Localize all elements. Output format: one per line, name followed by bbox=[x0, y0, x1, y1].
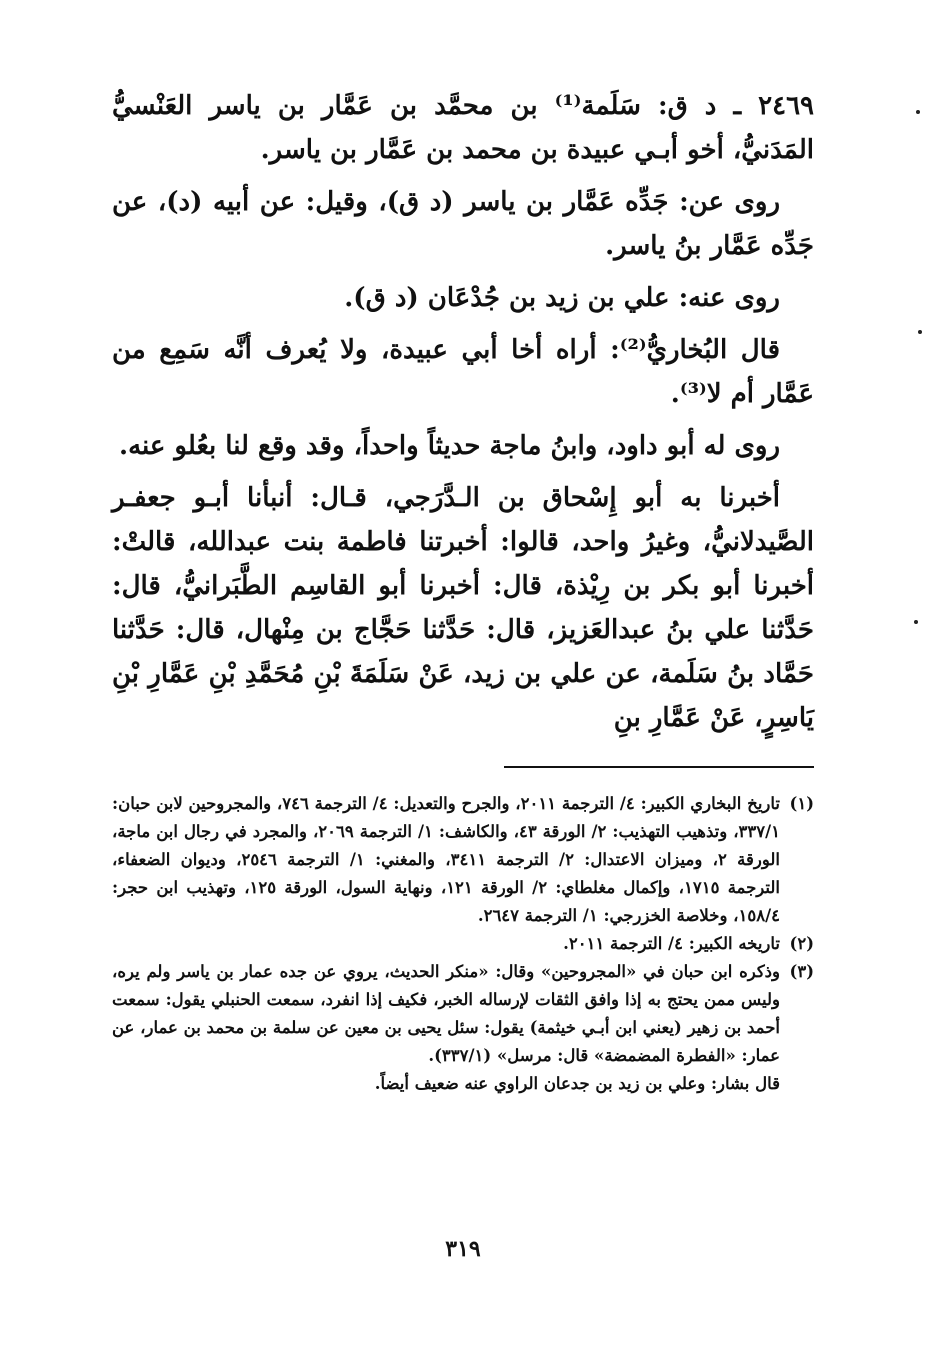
isnad-paragraph: أخبرنا به أبو إِسْحاق بن الـدَّرَجي، قـال: أنبأنا أبـو جعفـر الصَّيدلانيُّ، وغيرُ واحد، قالوا: أخبرتنا فاطمة بنت عبدالله، قالتْ: أخبرنا أبو بكر بن رِيْذة، قال: أخبرنا أبو القاسِم الطَّبَرانيُّ، قال: حَدَّثنا علي بنُ عبدالعَزيز، قال: حَدَّثنا حَجَّاج بن مِنْهال، قال: حَدَّثنا حَمَّاد بنُ سَلَمة، عن علي بن زيد، عَنْ سَلَمَةَ بْنِ مُحَمَّدِ بْنِ عَمَّارِ بْنِ يَاسِرٍ، عَنْ عَمَّارِ بنِ bbox=[112, 483, 815, 733]
rawa-anhu-text: علي بن زيد بن جُدْعَان (د ق). bbox=[344, 283, 670, 313]
entry-number: ٢٤٦٩ ـ د ق: bbox=[657, 91, 814, 121]
footnote-text: وذكره ابن حبان في «المجروحين» وقال: «منكر الحديث، يروي عن جده عمار بن ياسر ولم يره، وليس ممن يحتج به إذا وافق الثقات لإرساله الخبر، فكيف إذا انفرد، سمعت الحنبلي يقول: سمعت أحمد بن زهير (يعني ابن أبـي خيثمة) يقول: سئل يحيى بن معين عن سلمة بن محمد بن عمار، عن عمار: «الفطرة المضمضة» قال: مرسل» (٣٣٧/١). bbox=[112, 962, 780, 1065]
footnote-editor-note: قال بشار: وعلي بن زيد بن جدعان الراوي عنه ضعيف أيضاً. bbox=[374, 1074, 780, 1093]
main-text bbox=[112, 84, 814, 740]
rawa-an-label: روى عن: bbox=[679, 187, 780, 217]
riwaya-paragraph: روى له أبو داود، وابنُ ماجة حديثاً واحداً، وقد وقع لنا بعُلو عنه. bbox=[119, 431, 780, 461]
rawa-an-text: جَدِّه عَمَّار بن ياسر (د ق)، وقيل: عن أبيه (د)، عن جَدِّه عَمَّار بنُ ياسر. bbox=[112, 187, 814, 261]
footnotes bbox=[112, 790, 814, 1098]
rawa-an-paragraph bbox=[112, 180, 814, 268]
footnote-3 bbox=[112, 958, 814, 1098]
entry-header bbox=[112, 84, 814, 172]
footnote-number: (١) bbox=[789, 794, 814, 813]
footnote-text: تاريخه الكبير: ٤/ الترجمة ٢٠١١. bbox=[563, 934, 780, 953]
footnote-2 bbox=[112, 930, 814, 958]
footnote-number: (٢) bbox=[789, 934, 814, 953]
scan-speck bbox=[918, 330, 922, 334]
scan-speck bbox=[916, 110, 920, 114]
entry-title: سَلَمة⁽¹⁾ بن محمَّد بن عَمَّار بن ياسر العَنْسيُّ المَدَنيُّ، أخو أبـي عبيدة بن محمد بن عَمَّار بن ياسر. bbox=[112, 91, 814, 165]
scan-speck bbox=[914, 620, 918, 624]
footnote-1 bbox=[112, 790, 814, 930]
rawa-anhu-paragraph bbox=[112, 276, 814, 320]
footnote-text: تاريخ البخاري الكبير: ٤/ الترجمة ٢٠١١، والجرح والتعديل: ٤/ الترجمة ٧٤٦، والمجروحين لابن حبان: ٣٣٧/١، وتذهيب التهذيب: ٢/ الورقة ٤٣، والكاشف: ١/ الترجمة ٢٠٦٩، والمجرد في رجال ابن ماجة، الورقة ٢، وميزان الاعتدال: ٢/ الترجمة ٣٤١١، والمغني: ١/ الترجمة ٢٥٤٦، وديوان الضعفاء، الترجمة ١٧١٥، وإكمال مغلطاي: ٢/ الورقة ١٢١، ونهاية السول، الورقة ١٢٥، وتهذيب ابن حجر: ١٥٨/٤، وخلاصة الخزرجي: ١/ الترجمة ٢٦٤٧. bbox=[112, 794, 781, 925]
page-number: ٣١٩ bbox=[445, 1236, 481, 1262]
rawa-anhu-label: روى عنه: bbox=[678, 283, 780, 313]
footnote-separator bbox=[504, 766, 814, 768]
footnote-number: (٣) bbox=[789, 962, 814, 981]
bukhari-paragraph: قال البُخاريُّ⁽²⁾: أراه أخا أبي عبيدة، ولا يُعرف أنَّه سَمِع من عَمَّار أم لا⁽³⁾. bbox=[112, 335, 814, 409]
